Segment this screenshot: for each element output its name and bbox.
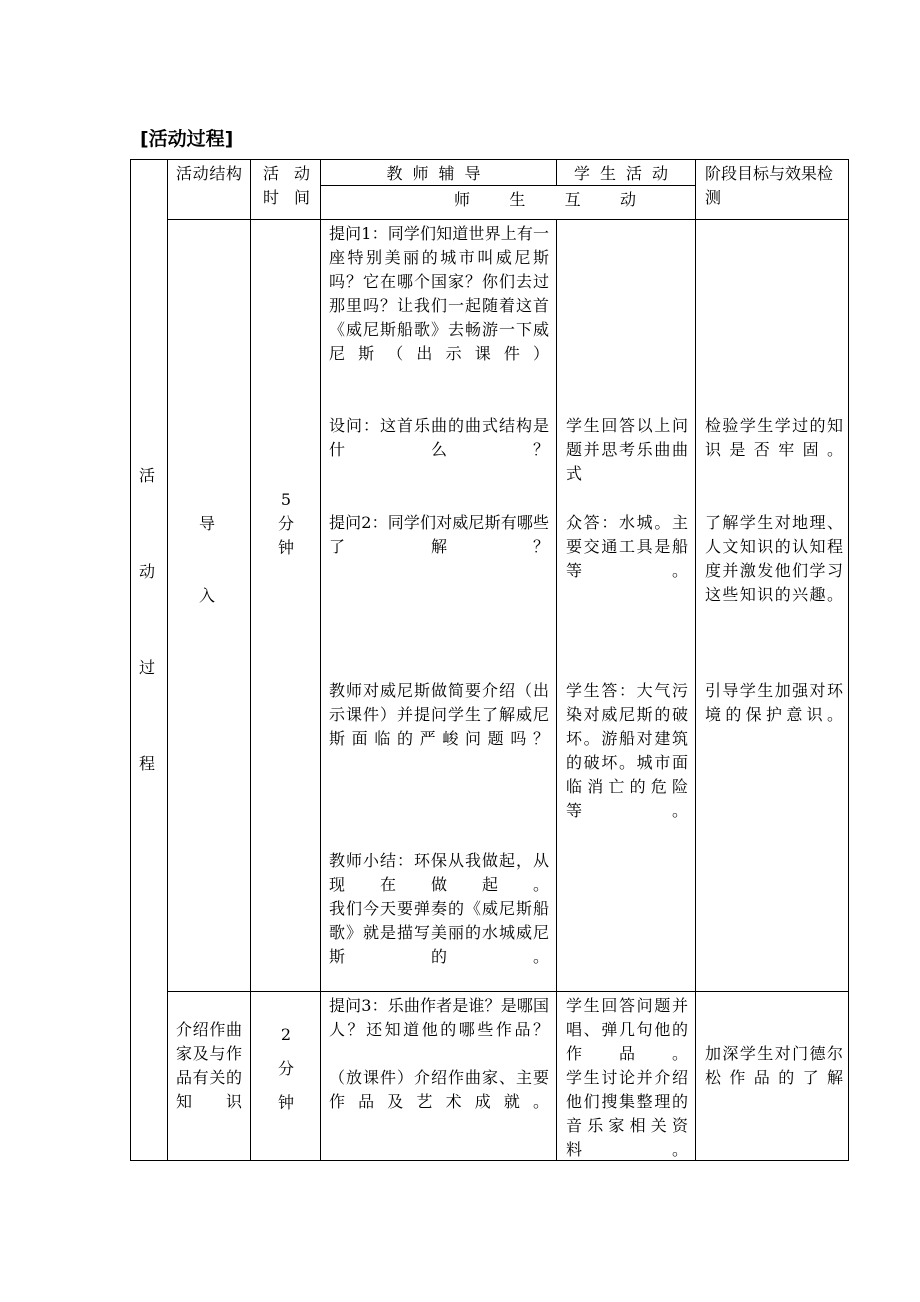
table-border-right (848, 159, 849, 1161)
row2-student-a2: 学生讨论并介绍他们搜集整理的音乐家相关资料。 (566, 1068, 688, 1159)
row1-goal-3: 引导学生加强对环境的保护意识。 (705, 681, 843, 724)
row-divider (167, 991, 849, 992)
header-student: 学生活动 (573, 164, 678, 183)
row2-teacher-q3: 提问3：乐曲作者是谁？是哪国人？还知道他的哪些作品？ (329, 996, 549, 1039)
column-divider (695, 159, 696, 1161)
row1-student-a1: 学生回答以上问题并思考乐曲曲式 (566, 416, 688, 483)
header-teacher: 教师辅导 (386, 164, 491, 183)
row2-goal-1: 加深学生对门德尔松作品的了解 (705, 1044, 843, 1087)
row1-time: 5分钟 (277, 490, 294, 557)
header-interaction: 师生互动 (454, 190, 636, 209)
row1-student-a2: 众答：水城。主要交通工具是船等。 (566, 513, 688, 580)
row1-teacher-q1: 提问1：同学们知道世界上有一座特别美丽的城市叫威尼斯吗？它在哪个国家？你们去过那里吗？让我们一起随着这首《威尼斯船歌》去畅游一下威尼斯（出示课件） (329, 224, 549, 363)
row2-time: 2分钟 (277, 1025, 294, 1112)
column-divider (250, 159, 251, 1161)
row2-student-a1: 学生回答问题并唱、弹几句他的作品。 (566, 996, 688, 1063)
row1-structure: 导入 (199, 514, 216, 605)
row-divider (167, 219, 849, 220)
row1-teacher-setq: 设问：这首乐曲的曲式结构是什么？ (329, 416, 549, 459)
row1-goal-2: 了解学生对地理、人文知识的认知程度并激发他们学习这些知识的兴趣。 (705, 513, 843, 604)
table-border-left (130, 159, 131, 1161)
column-divider (167, 159, 168, 1161)
row2-teacher-intro: （放课件）介绍作曲家、主要作品及艺术成就。 (329, 1068, 549, 1111)
row1-teacher-q2: 提问2：同学们对威尼斯有哪些了解？ (329, 513, 549, 556)
row2-structure: 介绍作曲家及与作品有关的知识 (176, 1020, 242, 1111)
header-goal: 阶段目标与效果检测 (705, 164, 834, 207)
column-divider (320, 159, 321, 1161)
column-divider (556, 219, 557, 1161)
table-border-bottom (130, 1160, 849, 1161)
header-time: 活动时间 (263, 164, 310, 207)
row1-teacher-closing: 我们今天要弹奏的《威尼斯船歌》就是描写美丽的水城威尼斯的。 (329, 899, 549, 966)
row1-goal-1: 检验学生学过的知识是否牢固。 (705, 416, 843, 459)
table-border-top (130, 159, 849, 160)
header-structure: 活动结构 (176, 164, 242, 183)
row1-student-a3: 学生答：大气污染对威尼斯的破坏。游船对建筑的破坏。城市面临消亡的危险等。 (566, 681, 688, 820)
section-title: [活动过程] (140, 128, 234, 150)
row1-teacher-summary: 教师小结：环保从我做起，从现在做起。 (329, 851, 549, 894)
side-label: 活动过程 (139, 466, 156, 773)
row1-teacher-intro: 教师对威尼斯做简要介绍（出示课件）并提问学生了解威尼斯面临的严峻问题吗？ (329, 681, 549, 748)
